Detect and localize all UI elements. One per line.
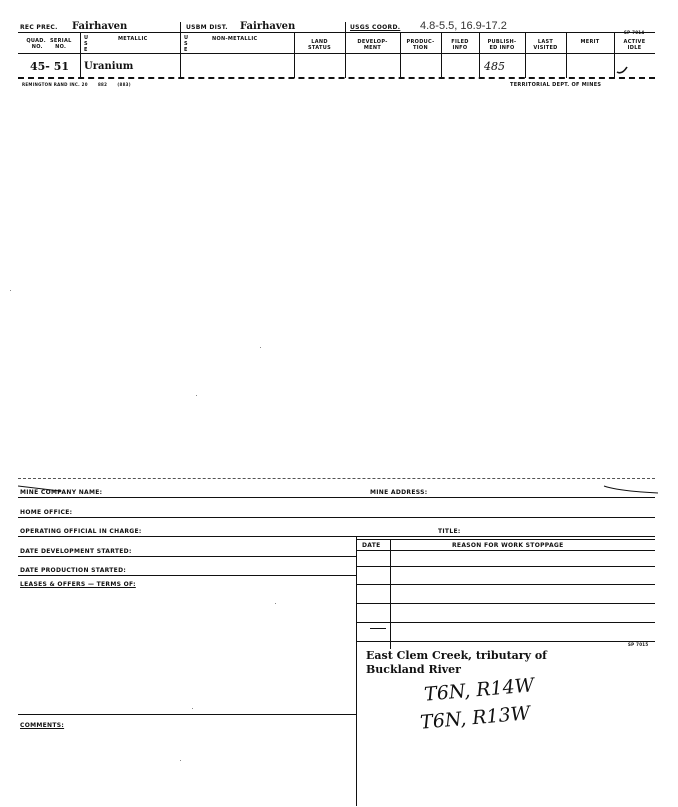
col-development: DEVELOP- MENT: [357, 39, 388, 51]
col-published-info: PUBLISH- ED INFO: [487, 39, 517, 51]
date-production-label: DATE PRODUCTION STARTED:: [20, 567, 127, 574]
usgs-coord-label: USGS COORD.: [350, 24, 401, 31]
active-checkmark-icon: [615, 62, 631, 76]
rec-prec-value: Fairhaven: [72, 21, 128, 32]
footer-right: TERRITORIAL DEPT. OF MINES: [510, 82, 602, 88]
rec-prec-label: REC PREC.: [20, 24, 58, 31]
col-land-status: LAND STATUS: [308, 39, 331, 51]
mine-company-name-label: MINE COMPANY NAME:: [20, 489, 103, 496]
date-development-label: DATE DEVELOPMENT STARTED:: [20, 548, 132, 555]
row-metallic: Uranium: [84, 61, 134, 72]
date-header: DATE: [362, 542, 381, 549]
mine-address-label: MINE ADDRESS:: [370, 489, 428, 496]
usgs-coord-value: 4.8-5.5, 16.9-17.2: [420, 20, 507, 32]
usbm-dist-label: USBM DIST.: [186, 24, 228, 31]
home-office-label: HOME OFFICE:: [20, 509, 73, 516]
col-nonmetallic-prefix: U S E: [184, 35, 189, 53]
col-last-visited: LAST VISITED: [533, 39, 558, 51]
comments-label: COMMENTS:: [20, 722, 65, 729]
footer-left: REMINGTON RAND INC. 20 882 (883): [22, 82, 131, 87]
leases-label: LEASES & OFFERS — TERMS OF:: [20, 581, 136, 588]
form-number-top: SP 7014: [624, 30, 645, 35]
col-metallic-prefix: U S E: [84, 35, 89, 53]
col-production: PRODUC- TION: [406, 39, 435, 51]
col-merit: MERIT: [580, 39, 600, 45]
col-metallic: METALLIC: [118, 36, 148, 42]
typed-location-note: East Clem Creek, tributary of Buckland River: [366, 649, 547, 676]
col-active-idle: ACTIVE IDLE: [623, 39, 646, 51]
row-quad-serial: 45- 51: [30, 60, 70, 73]
col-nonmetallic: NON-METALLIC: [212, 36, 258, 42]
handwritten-township-2: T6N, R13W: [419, 702, 532, 734]
form-number-bottom: SP 7015: [628, 642, 649, 647]
reason-header: REASON FOR WORK STOPPAGE: [452, 542, 564, 549]
title-label: TITLE:: [438, 528, 461, 535]
usbm-dist-value: Fairhaven: [240, 21, 296, 32]
row-published-info: 485: [484, 60, 505, 73]
operating-official-label: OPERATING OFFICIAL IN CHARGE:: [20, 528, 142, 535]
col-quad-serial: QUAD. SERIAL NO. NO.: [26, 38, 72, 50]
col-filed-info: FILED INFO: [451, 39, 469, 51]
handwritten-township-1: T6N, R14W: [423, 674, 536, 706]
